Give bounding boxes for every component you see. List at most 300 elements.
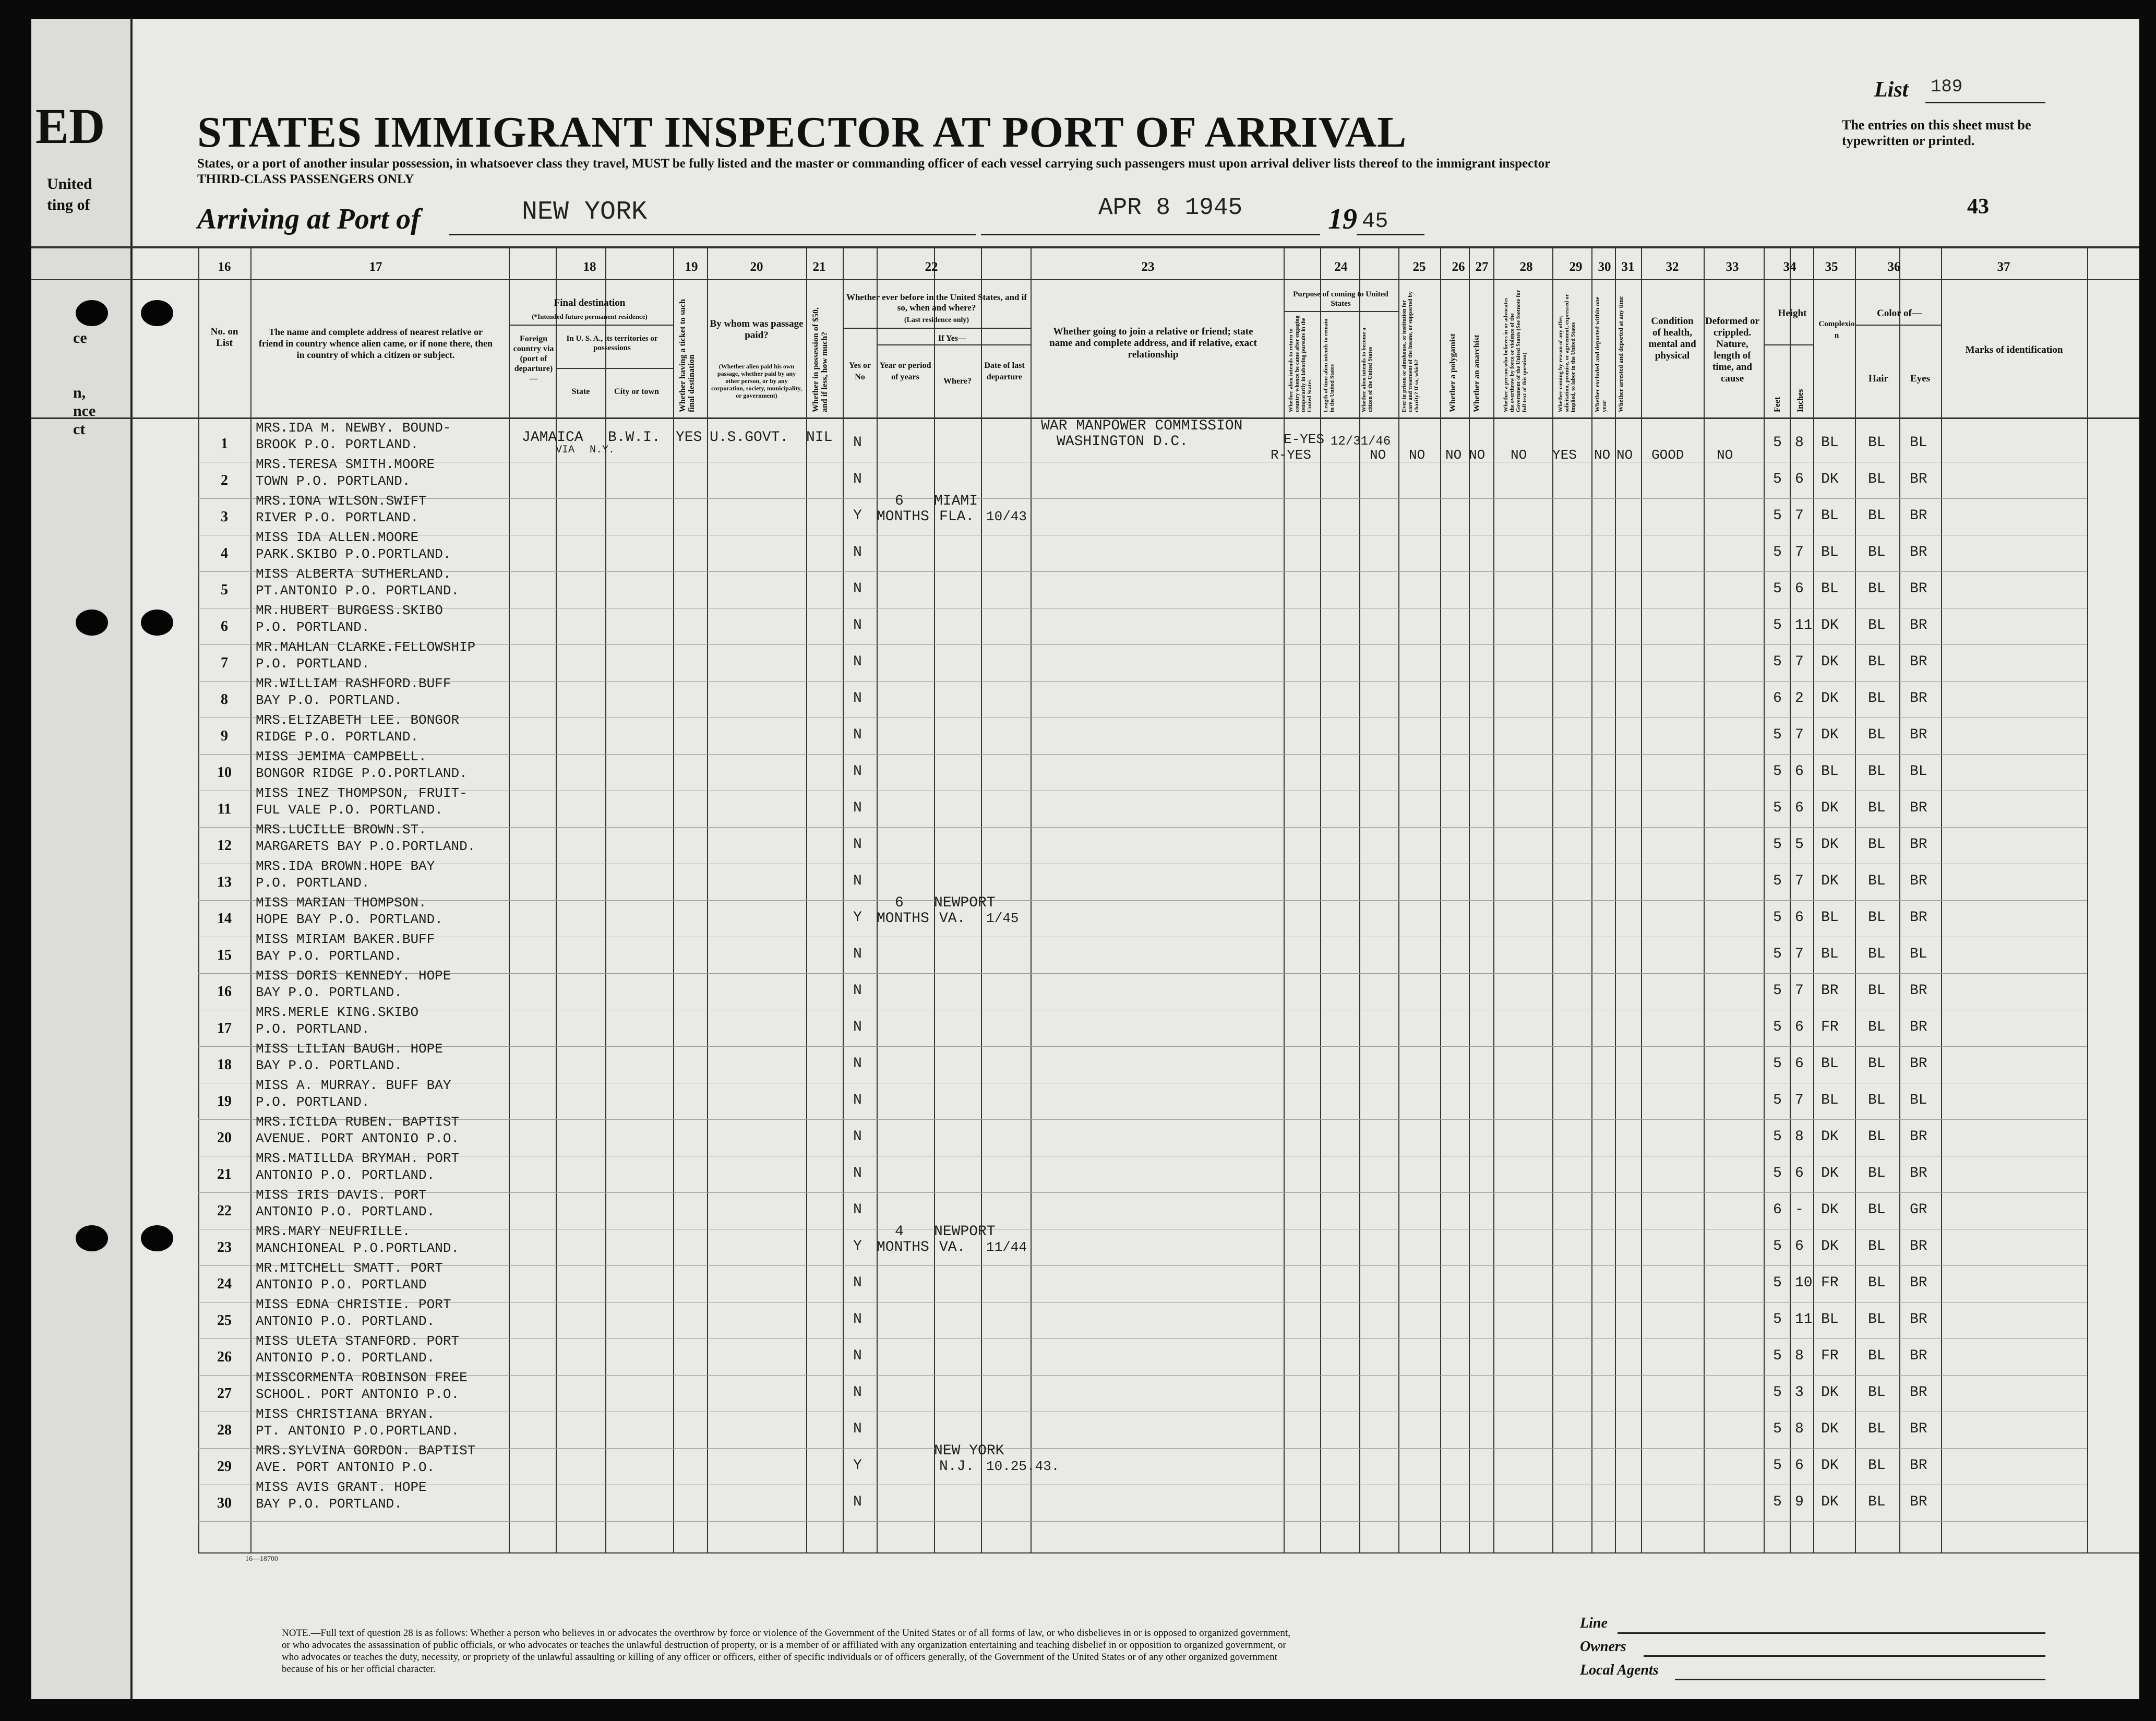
hair-color: BL <box>1868 763 1886 780</box>
prison-answer: NO <box>1409 447 1426 463</box>
header-sub-rule <box>556 368 673 369</box>
relative-address-line1: MISS IDA ALLEN.MOORE <box>256 530 419 545</box>
height-feet: 5 <box>1773 1129 1782 1145</box>
joining-address: WASHINGTON D.C. <box>1057 434 1189 450</box>
column-number: 36 <box>1887 260 1901 274</box>
relative-address-line2: BONGOR RIDGE P.O.PORTLAND. <box>256 766 468 781</box>
previously-in-us: N <box>853 1494 862 1510</box>
relative-address-line2: MANCHIONEAL P.O.PORTLAND. <box>256 1240 460 1256</box>
complexion: DK <box>1821 873 1839 889</box>
header-nearest-relative: The name and complete address of nearest relative or friend in country whence alien came, or if none there, then in country of which a citizen or subject. <box>258 327 493 360</box>
list-number: 18 <box>217 1057 232 1073</box>
column-number: 27 <box>1475 260 1489 274</box>
height-feet: 5 <box>1773 435 1782 451</box>
complexion: DK <box>1821 1457 1839 1474</box>
complexion: BL <box>1821 1056 1839 1072</box>
header-sub-rule <box>1764 344 1813 345</box>
column-number: 21 <box>812 260 826 274</box>
column-number: 24 <box>1334 260 1348 274</box>
height-inches: 8 <box>1795 1348 1804 1364</box>
hair-color: BL <box>1868 727 1886 743</box>
relative-address-line2: PARK.SKIBO P.O.PORTLAND. <box>256 546 451 562</box>
hair-color: BL <box>1868 1348 1886 1364</box>
header-ticket: Whether having a ticket to such final destination <box>678 298 696 412</box>
list-number: 15 <box>217 947 232 963</box>
stub-fragment-heading: ED <box>35 98 105 154</box>
complexion: FR <box>1821 1275 1839 1291</box>
eye-color: BR <box>1910 873 1927 889</box>
eye-color: BR <box>1910 983 1927 999</box>
column-rule <box>198 246 199 1552</box>
passage-paid-by: U.S.GOVT. <box>710 429 789 446</box>
row-rule <box>198 1521 2087 1522</box>
year-suffix: 45 <box>1362 209 1388 234</box>
hair-color: BL <box>1868 435 1886 451</box>
hair-color: BL <box>1868 983 1886 999</box>
header-foreign-country: Foreign country via (port of departure)— <box>513 334 554 383</box>
hair-color: BL <box>1868 1311 1886 1328</box>
stub-fragment-line: United <box>47 175 92 193</box>
relative-address-line2: P.O. PORTLAND. <box>256 619 370 635</box>
column-rule <box>1552 246 1553 1552</box>
list-number: 6 <box>221 618 228 635</box>
height-feet: 5 <box>1773 1019 1782 1035</box>
complexion: DK <box>1821 654 1839 670</box>
previously-in-us: N <box>853 727 862 743</box>
list-number: 30 <box>217 1495 232 1511</box>
period-unit: MONTHS <box>877 911 929 927</box>
complexion: DK <box>1821 1494 1839 1510</box>
column-rule <box>877 246 878 1552</box>
header-sub-rule <box>1284 311 1398 312</box>
height-feet: 5 <box>1773 1457 1782 1474</box>
relative-address-line2: ANTONIO P.O. PORTLAND. <box>256 1204 435 1220</box>
previously-in-us: N <box>853 617 862 634</box>
anarchist-answer: NO <box>1469 447 1486 463</box>
previously-in-us: N <box>853 946 862 962</box>
header-last-departure: Date of last departure <box>984 361 1025 381</box>
column-rule <box>1899 246 1900 1552</box>
list-fill-line <box>1925 102 2045 103</box>
eye-color: BL <box>1910 435 1927 451</box>
height-inches: 7 <box>1795 1092 1804 1108</box>
eye-color: BR <box>1910 1421 1927 1437</box>
relative-address-line1: MISS A. MURRAY. BUFF BAY <box>256 1078 451 1093</box>
eye-color: BR <box>1910 471 1927 487</box>
header-anarchist: Whether an anarchist <box>1472 334 1481 412</box>
column-rule <box>1398 246 1399 1552</box>
previously-in-us: N <box>853 873 862 889</box>
relative-address-line2: FUL VALE P.O. PORTLAND. <box>256 802 443 818</box>
eye-color: GR <box>1910 1202 1927 1218</box>
header-arrested: Whether arrested and deported at any time <box>1617 296 1624 412</box>
header-overthrow: Whether a person who believes in or advocates the overthrow by force or violence of the Government of the United States (See footnote for full text of this question) <box>1503 290 1528 412</box>
relative-address-line1: MISS AVIS GRANT. HOPE <box>256 1479 427 1495</box>
height-feet: 5 <box>1773 946 1782 962</box>
complexion: FR <box>1821 1019 1839 1035</box>
hair-color: BL <box>1868 946 1886 962</box>
header-yes-or-no: Yes or No <box>848 361 871 381</box>
hair-color: BL <box>1868 910 1886 926</box>
column-number: 31 <box>1621 260 1635 274</box>
header-final-destination: Final destination <box>554 297 626 308</box>
last-departure-date: 10.25.43. <box>986 1459 1060 1474</box>
header-money: Whether in possession of $50, and if less, how much? <box>811 307 829 412</box>
row-rule <box>198 1375 2087 1376</box>
relative-address-line2: AVE. PORT ANTONIO P.O. <box>256 1460 435 1475</box>
header-polygamist: Whether a polygamist <box>1448 333 1457 412</box>
height-inches: 6 <box>1795 1457 1804 1474</box>
relative-address-line2: HOPE BAY P.O. PORTLAND. <box>256 912 443 927</box>
hair-color: BL <box>1868 1165 1886 1181</box>
relative-address-line2: PT.ANTONIO P.O. PORTLAND. <box>256 583 460 599</box>
column-number: 23 <box>1141 260 1155 274</box>
hair-color: BL <box>1868 581 1886 597</box>
relative-address-line1: MR.WILLIAM RASHFORD.BUFF <box>256 676 451 691</box>
owners-fill <box>1644 1655 2045 1657</box>
form-title: STATES IMMIGRANT INSPECTOR AT PORT OF ARRIVAL <box>197 108 1407 157</box>
complexion: BL <box>1821 763 1839 780</box>
year-fill-line <box>1357 234 1424 235</box>
relative-address-line2: MARGARETS BAY P.O.PORTLAND. <box>256 839 476 854</box>
hair-color: BL <box>1868 1019 1886 1035</box>
hair-color: BL <box>1868 836 1886 853</box>
relative-address-line2: RIVER P.O. PORTLAND. <box>256 510 419 525</box>
list-number: 25 <box>217 1312 232 1329</box>
list-number: 8 <box>221 691 228 708</box>
height-inches: 6 <box>1795 1019 1804 1035</box>
column-number: 22 <box>925 260 938 274</box>
previously-in-us: N <box>853 544 862 560</box>
height-inches: - <box>1795 1202 1804 1218</box>
previously-in-us: N <box>853 654 862 670</box>
port-of-arrival: NEW YORK <box>522 197 648 227</box>
height-inches: 6 <box>1795 471 1804 487</box>
complexion: DK <box>1821 800 1839 816</box>
eye-color: BR <box>1910 1129 1927 1145</box>
column-rule <box>1764 246 1765 1552</box>
form-subtitle: States, or a port of another insular possession, in whatsoever class they travel, MUST be fully listed and the master or commanding officer of each vessel carrying such passengers must upon arrival deliver lists thereof to the immigrant inspector <box>197 157 1551 171</box>
left-page-stub <box>31 19 133 1699</box>
where-in-us: NEWPORT <box>934 895 996 911</box>
previously-in-us: Y <box>853 1238 862 1254</box>
hair-color: BL <box>1868 1238 1886 1254</box>
relative-address-line1: MRS.MATILLDA BRYMAH. PORT <box>256 1151 460 1166</box>
list-number: 24 <box>217 1276 232 1292</box>
header-state: State <box>571 387 590 396</box>
header-purpose-citizen: Whether alien intends to become a citizen of the United States <box>1361 327 1373 412</box>
previously-in-us: N <box>853 1421 862 1437</box>
height-inches: 7 <box>1795 544 1804 560</box>
foreign-country-via: VIA <box>556 444 575 456</box>
height-feet: 5 <box>1773 544 1782 560</box>
form-code: 16—18700 <box>245 1555 278 1563</box>
complexion: DK <box>1821 836 1839 853</box>
last-departure-date: 10/43 <box>986 509 1027 524</box>
arrival-date-stamp: APR 8 1945 <box>1098 194 1243 221</box>
column-number: 19 <box>685 260 698 274</box>
date-fill-line <box>981 234 1320 235</box>
height-inches: 6 <box>1795 1238 1804 1254</box>
height-inches: 8 <box>1795 1421 1804 1437</box>
list-number: 17 <box>217 1020 232 1036</box>
header-height: Height <box>1778 308 1807 319</box>
eye-color: BR <box>1910 727 1927 743</box>
relative-address-line1: MRS.IONA WILSON.SWIFT <box>256 493 427 509</box>
relative-address-line1: MISS ULETA STANFORD. PORT <box>256 1333 460 1349</box>
height-feet: 5 <box>1773 471 1782 487</box>
complexion: DK <box>1821 1129 1839 1145</box>
arriving-label: Arriving at Port of <box>197 203 421 235</box>
hair-color: BL <box>1868 544 1886 560</box>
period-unit: MONTHS <box>877 1239 929 1256</box>
arrested-answer: NO <box>1616 447 1633 463</box>
column-rule <box>1469 246 1470 1552</box>
stub-side-label: n, <box>73 384 86 401</box>
table-bottom-rule <box>198 1552 2139 1553</box>
list-number: 20 <box>217 1130 232 1146</box>
port-fill-line <box>449 234 976 235</box>
relative-address-line2: P.O. PORTLAND. <box>256 1021 370 1037</box>
header-deformed: Deformed or crippled. Nature, length of time, and cause <box>1705 316 1759 384</box>
typing-instructions: The entries on this sheet must be typewritten or printed. <box>1842 117 2031 148</box>
relative-address-line1: MISSCORMENTA ROBINSON FREE <box>256 1370 468 1385</box>
hair-color: BL <box>1868 690 1886 707</box>
eye-color: BR <box>1910 800 1927 816</box>
row-rule <box>198 1338 2087 1339</box>
relative-address-line1: MRS.IDA BROWN.HOPE BAY <box>256 858 435 874</box>
relative-address-line2: BAY P.O. PORTLAND. <box>256 948 402 964</box>
height-feet: 5 <box>1773 1238 1782 1254</box>
relative-address-line1: MR.HUBERT BURGESS.SKIBO <box>256 603 443 618</box>
last-departure-date: 11/44 <box>986 1239 1027 1255</box>
complexion: BL <box>1821 508 1839 524</box>
header-sub-rule <box>1855 325 1941 326</box>
header-labor-offer: Whether coming by reason of any offer, solicitation, promise, or agreement, expressed or implied, to labor in the United States <box>1558 294 1576 412</box>
where-in-us: NEWPORT <box>934 1224 996 1240</box>
header-inches: Inches <box>1796 389 1805 412</box>
previously-in-us: N <box>853 1348 862 1364</box>
complexion: DK <box>1821 1421 1839 1437</box>
previously-in-us: N <box>853 1384 862 1401</box>
column-rule <box>1641 246 1642 1552</box>
eye-color: BL <box>1910 763 1927 780</box>
header-period-of-years: Year or period of years <box>879 361 931 381</box>
complexion: FR <box>1821 1348 1839 1364</box>
height-feet: 5 <box>1773 873 1782 889</box>
column-number: 20 <box>750 260 763 274</box>
punch-hole <box>76 609 108 636</box>
header-sub-rule <box>509 325 673 326</box>
relative-address-line1: MISS MIRIAM BAKER.BUFF <box>256 931 435 947</box>
line-fill <box>1618 1632 2045 1634</box>
list-number: 4 <box>221 545 228 561</box>
height-feet: 5 <box>1773 763 1782 780</box>
year-prefix: 19 <box>1328 203 1357 235</box>
list-number: 3 <box>221 509 228 525</box>
height-feet: 5 <box>1773 1421 1782 1437</box>
row-rule <box>198 900 2087 901</box>
period-in-us: 6 <box>895 493 904 509</box>
relative-address-line2: SCHOOL. PORT ANTONIO P.O. <box>256 1387 460 1402</box>
row-rule <box>198 571 2087 572</box>
relative-address-line2: ANTONIO P.O. PORTLAND. <box>256 1167 435 1183</box>
list-number: 23 <box>217 1239 232 1256</box>
row-rule <box>198 827 2087 828</box>
purpose-return: R-YES <box>1271 447 1312 463</box>
relative-address-line1: MRS.ICILDA RUBEN. BAPTIST <box>256 1114 460 1130</box>
row-rule <box>198 1192 2087 1193</box>
height-inches: 11 <box>1795 1311 1813 1328</box>
previously-in-us: N <box>853 1129 862 1145</box>
previously-in-us: Y <box>853 910 862 926</box>
column-number-rule <box>31 279 2139 280</box>
period-in-us: 6 <box>895 895 904 911</box>
relative-address-line1: MRS.ELIZABETH LEE. BONGOR <box>256 712 460 728</box>
previously-in-us: N <box>853 800 862 816</box>
row-rule <box>198 973 2087 974</box>
height-feet: 6 <box>1773 690 1782 707</box>
hair-color: BL <box>1868 508 1886 524</box>
header-hair: Hair <box>1868 373 1888 384</box>
complexion: BL <box>1821 435 1839 451</box>
column-number: 17 <box>369 260 382 274</box>
column-number: 29 <box>1569 260 1583 274</box>
local-agents-label: Local Agents <box>1580 1662 1659 1678</box>
list-number: 7 <box>221 655 228 671</box>
header-marks: Marks of identification <box>1965 344 2063 355</box>
relative-address-line2: BAY P.O. PORTLAND. <box>256 692 402 708</box>
height-inches: 7 <box>1795 983 1804 999</box>
punch-hole <box>76 300 108 326</box>
complexion: BL <box>1821 946 1839 962</box>
previously-in-us: N <box>853 1165 862 1181</box>
eye-color: BR <box>1910 581 1927 597</box>
column-rule <box>673 246 674 1552</box>
height-inches: 7 <box>1795 727 1804 743</box>
height-feet: 5 <box>1773 508 1782 524</box>
list-number: 22 <box>217 1203 232 1219</box>
british-west-indies: B.W.I. <box>608 429 661 446</box>
relative-address-line2: P.O. PORTLAND. <box>256 1094 370 1110</box>
punch-hole <box>76 1225 108 1251</box>
height-feet: 5 <box>1773 617 1782 634</box>
eye-color: BR <box>1910 1238 1927 1254</box>
height-inches: 7 <box>1795 508 1804 524</box>
height-inches: 7 <box>1795 873 1804 889</box>
list-number: 14 <box>217 911 232 927</box>
page-number: 43 <box>1967 195 1989 219</box>
intends-citizenship: NO <box>1370 447 1386 463</box>
row-rule <box>198 1448 2087 1449</box>
previously-in-us: N <box>853 1056 862 1072</box>
relative-address-line1: MISS ALBERTA SUTHERLAND. <box>256 566 451 582</box>
relative-address-line1: MISS MARIAN THOMPSON. <box>256 895 427 911</box>
relative-address-line1: MISS DORIS KENNEDY. HOPE <box>256 968 451 984</box>
previously-in-us: N <box>853 836 862 853</box>
relative-address-line2: BAY P.O. PORTLAND. <box>256 1496 402 1512</box>
eye-color: BR <box>1910 690 1927 707</box>
relative-address-line2: BROOK P.O. PORTLAND. <box>256 437 419 452</box>
list-number: 21 <box>217 1166 232 1182</box>
header-list-number: No. on List <box>210 326 238 349</box>
previously-in-us: N <box>853 1092 862 1108</box>
relative-address-line2: ANTONIO P.O. PORTLAND. <box>256 1350 435 1366</box>
eye-color: BR <box>1910 1348 1927 1364</box>
header-purpose-length: Length of time alien intends to remain in the United States <box>1323 318 1335 412</box>
height-inches: 2 <box>1795 690 1804 707</box>
where-state: N.J. <box>939 1459 975 1475</box>
height-inches: 11 <box>1795 617 1813 634</box>
header-excluded: Whether excluded and deported within one year <box>1594 296 1608 412</box>
row-rule <box>198 644 2087 645</box>
relative-address-line2: RIDGE P.O. PORTLAND. <box>256 729 419 745</box>
header-final-destination-note: (*Intended future permanent residence) <box>532 313 648 320</box>
relative-address-line2: ANTONIO P.O. PORTLAND. <box>256 1313 435 1329</box>
relative-address-line2: BAY P.O. PORTLAND. <box>256 985 402 1000</box>
height-inches: 9 <box>1795 1494 1804 1510</box>
relative-address-line1: MISS LILIAN BAUGH. HOPE <box>256 1041 443 1057</box>
previously-in-us: N <box>853 435 862 451</box>
eye-color: BR <box>1910 1311 1927 1328</box>
stub-side-label: ct <box>73 421 86 438</box>
column-rule <box>1031 246 1032 1552</box>
list-number: 5 <box>221 582 228 598</box>
height-inches: 10 <box>1795 1275 1813 1291</box>
list-number: 12 <box>217 838 232 854</box>
period-unit: MONTHS <box>877 509 929 525</box>
relative-address-line2: PT. ANTONIO P.O.PORTLAND. <box>256 1423 460 1439</box>
complexion: DK <box>1821 1238 1839 1254</box>
where-state: VA. <box>939 911 966 927</box>
column-rule <box>1790 246 1791 1552</box>
header-health: Condition of health, mental and physical <box>1648 316 1696 361</box>
list-number: 11 <box>217 801 232 817</box>
punch-hole <box>141 1225 173 1251</box>
relative-address-line1: MISS INEZ THOMPSON, FRUIT- <box>256 785 468 801</box>
header-sub-rule <box>877 344 1031 345</box>
hair-color: BL <box>1868 1092 1886 1108</box>
hair-color: BL <box>1868 1494 1886 1510</box>
header-city: City or town <box>614 387 659 396</box>
previously-in-us: N <box>853 1275 862 1291</box>
eye-color: BR <box>1910 1165 1927 1181</box>
stub-side-label: ce <box>73 329 87 346</box>
eye-color: BR <box>1910 1457 1927 1474</box>
stub-side-label: nce <box>73 402 96 420</box>
list-number: 27 <box>217 1385 232 1402</box>
column-number: 33 <box>1726 260 1739 274</box>
previously-in-us: N <box>853 763 862 780</box>
list-number: 13 <box>217 874 232 890</box>
header-sub-rule <box>843 328 1031 329</box>
relative-address-line1: MISS IRIS DAVIS. PORT <box>256 1187 427 1203</box>
hair-color: BL <box>1868 1129 1886 1145</box>
relative-address-line1: MRS.MARY NEUFRILLE. <box>256 1224 411 1239</box>
complexion: DK <box>1821 1384 1839 1401</box>
height-feet: 5 <box>1773 1348 1782 1364</box>
height-inches: 5 <box>1795 836 1804 853</box>
height-inches: 6 <box>1795 581 1804 597</box>
height-inches: 6 <box>1795 1165 1804 1181</box>
relative-address-line1: MRS.MERLE KING.SKIBO <box>256 1005 419 1020</box>
relative-address-line2: AVENUE. PORT ANTONIO P.O. <box>256 1131 460 1146</box>
height-feet: 5 <box>1773 800 1782 816</box>
class-line: THIRD-CLASS PASSENGERS ONLY <box>197 172 414 186</box>
header-purpose: Purpose of coming to United States <box>1293 290 1388 308</box>
height-inches: 8 <box>1795 1129 1804 1145</box>
overthrow-answer: NO <box>1511 447 1527 463</box>
